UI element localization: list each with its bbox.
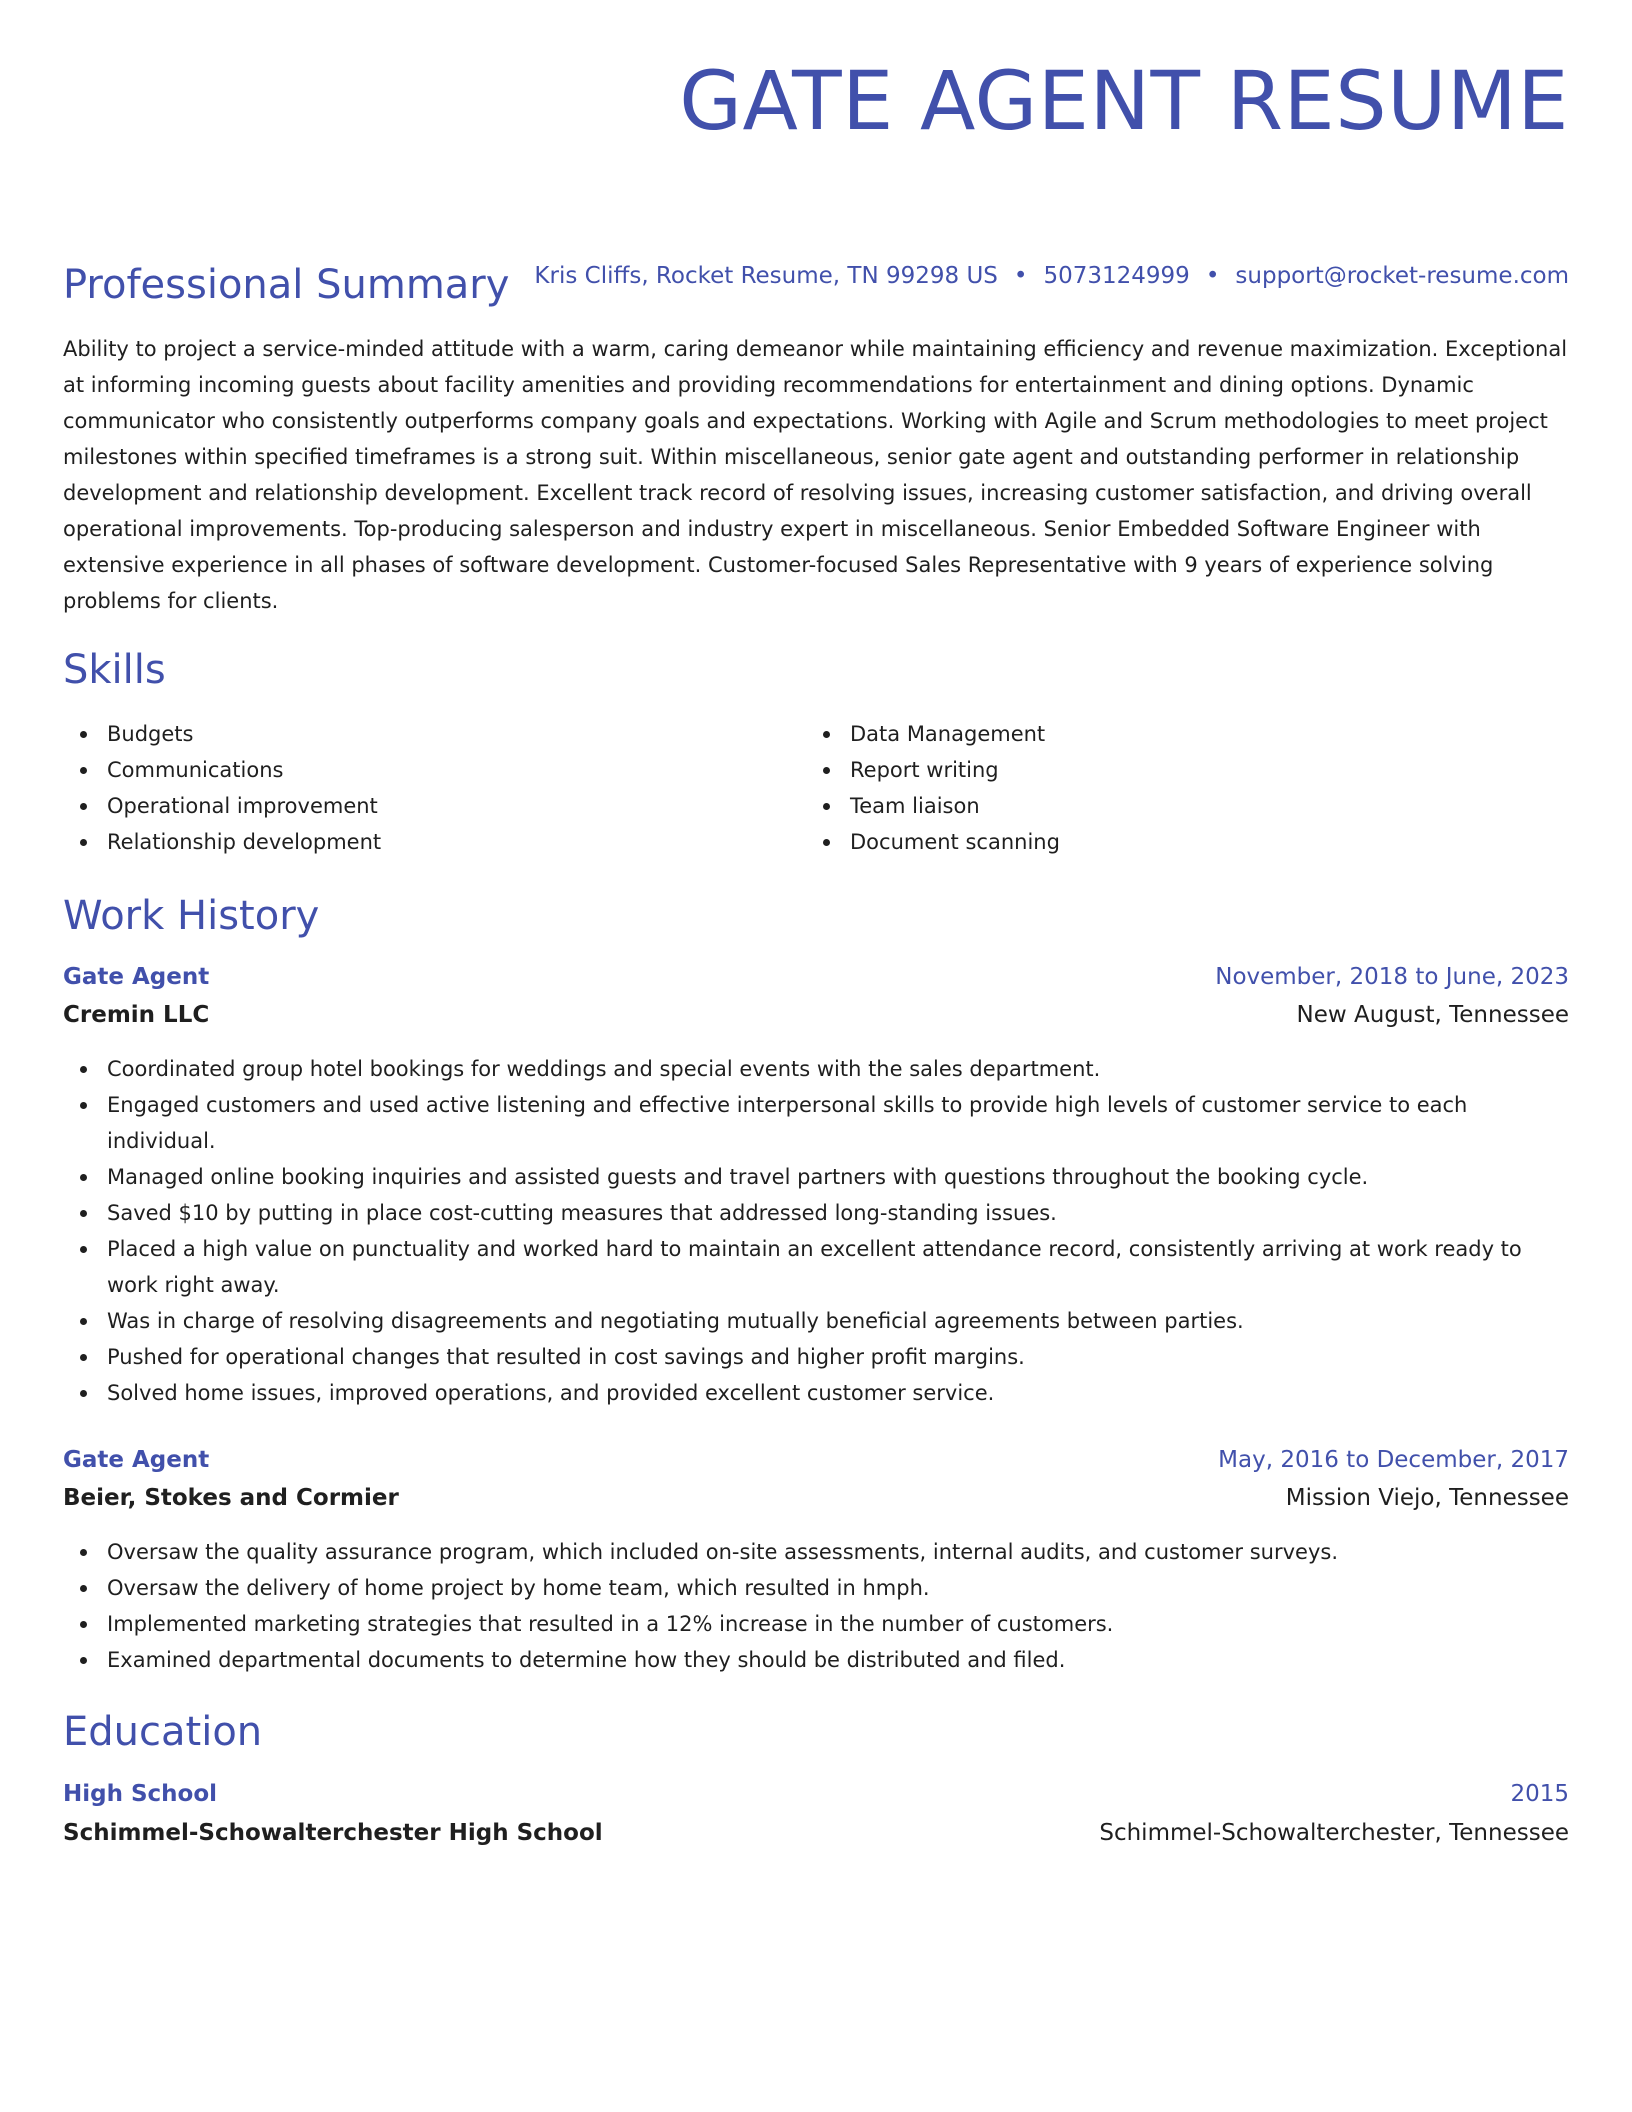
skill-item: Document scanning (806, 824, 1506, 860)
skills-list-left (63, 716, 763, 860)
skill-item: Operational improvement (63, 788, 763, 824)
job-bullet: Examined departmental documents to determine how they should be distributed and filed. (63, 1642, 1569, 1678)
education-school: Schimmel-Schowalterchester High School (63, 1820, 603, 1846)
job-employer-row (63, 997, 1569, 1033)
contact-info (534, 260, 1569, 292)
job-header (63, 1442, 1569, 1478)
resume-title: GATE AGENT RESUME (679, 55, 1569, 149)
skill-item: Report writing (806, 752, 1506, 788)
contact-phone: 5073124999 (1043, 263, 1190, 289)
job-header (63, 959, 1569, 995)
job-employer-row (63, 1480, 1569, 1516)
job-bullet: Was in charge of resolving disagreements and negotiating mutually beneficial agreements between parties. (63, 1303, 1569, 1339)
education-school-row (63, 1815, 1569, 1851)
job-bullet: Oversaw the quality assurance program, which included on-site assessments, internal audits, and customer surveys. (63, 1534, 1569, 1570)
education-heading: Education (63, 1709, 263, 1755)
skill-item: Team liaison (806, 788, 1506, 824)
job-bullet: Coordinated group hotel bookings for weddings and special events with the sales department. (63, 1051, 1569, 1087)
education-year: 2015 (1510, 1781, 1569, 1807)
job-company: Cremin LLC (63, 1002, 210, 1028)
summary-text: Ability to project a service-minded attitude with a warm, caring demeanor while maintaining efficiency and revenue maximization. Exceptional at informing incoming guests about facility amenities and providing recommendations for entertainment and dining options. Dynamic communicator who consistently outperforms company goals and expectations. Working with Agile and Scrum methodologies to meet project milestones within specified timeframes is a strong suit. Within miscellaneous, senior gate agent and outstanding performer in relationship development and relationship development. Excellent track record of resolving issues, increasing customer satisfaction, and driving overall operational improvements. Top-producing salesperson and industry expert in miscellaneous. Senior Embedded Software Engineer with extensive experience in all phases of software development. Customer-focused Sales Representative with 9 years of experience solving problems for clients. (63, 337, 1568, 613)
skills-list-right (806, 716, 1506, 860)
job-dates: May, 2016 to December, 2017 (1218, 1447, 1569, 1473)
skill-item: Data Management (806, 716, 1506, 752)
job-title: Gate Agent (63, 964, 210, 990)
education-degree: High School (63, 1781, 218, 1807)
skill-item: Communications (63, 752, 763, 788)
job-bullet: Engaged customers and used active listening and effective interpersonal skills to provide high levels of customer service to each individual. (63, 1087, 1569, 1159)
job-bullet: Oversaw the delivery of home project by home team, which resulted in hmph. (63, 1570, 1569, 1606)
education-header (63, 1776, 1569, 1812)
job-bullet: Pushed for operational changes that resulted in cost savings and higher profit margins. (63, 1339, 1569, 1375)
job-location: New August, Tennessee (1296, 1002, 1569, 1028)
job-bullet: Placed a high value on punctuality and worked hard to maintain an excellent attendance record, consistently arriving at work ready to work right away. (63, 1231, 1569, 1303)
contact-email: support@rocket-resume.com (1235, 263, 1569, 289)
contact-separator: • (1013, 263, 1028, 289)
summary-heading: Professional Summary (63, 262, 510, 308)
job-company: Beier, Stokes and Cormier (63, 1485, 399, 1511)
job-bullet: Implemented marketing strategies that resulted in a 12% increase in the number of customers. (63, 1606, 1569, 1642)
job-bullets (63, 1051, 1569, 1411)
job-bullet: Saved $10 by putting in place cost-cutting measures that addressed long-standing issues. (63, 1195, 1569, 1231)
job-bullet: Solved home issues, improved operations, and provided excellent customer service. (63, 1375, 1569, 1411)
job-location: Mission Viejo, Tennessee (1285, 1485, 1569, 1511)
contact-separator: • (1205, 263, 1220, 289)
education-location: Schimmel-Schowalterchester, Tennessee (1099, 1820, 1569, 1846)
job-bullets (63, 1534, 1569, 1678)
job-bullet: Managed online booking inquiries and assisted guests and travel partners with questions throughout the booking cycle. (63, 1159, 1569, 1195)
work-history-heading: Work History (63, 893, 320, 939)
skill-item: Relationship development (63, 824, 763, 860)
contact-address: Kris Cliffs, Rocket Resume, TN 99298 US (534, 263, 998, 289)
job-title: Gate Agent (63, 1447, 210, 1473)
skills-heading: Skills (63, 647, 166, 693)
job-dates: November, 2018 to June, 2023 (1215, 964, 1569, 990)
skill-item: Budgets (63, 716, 763, 752)
